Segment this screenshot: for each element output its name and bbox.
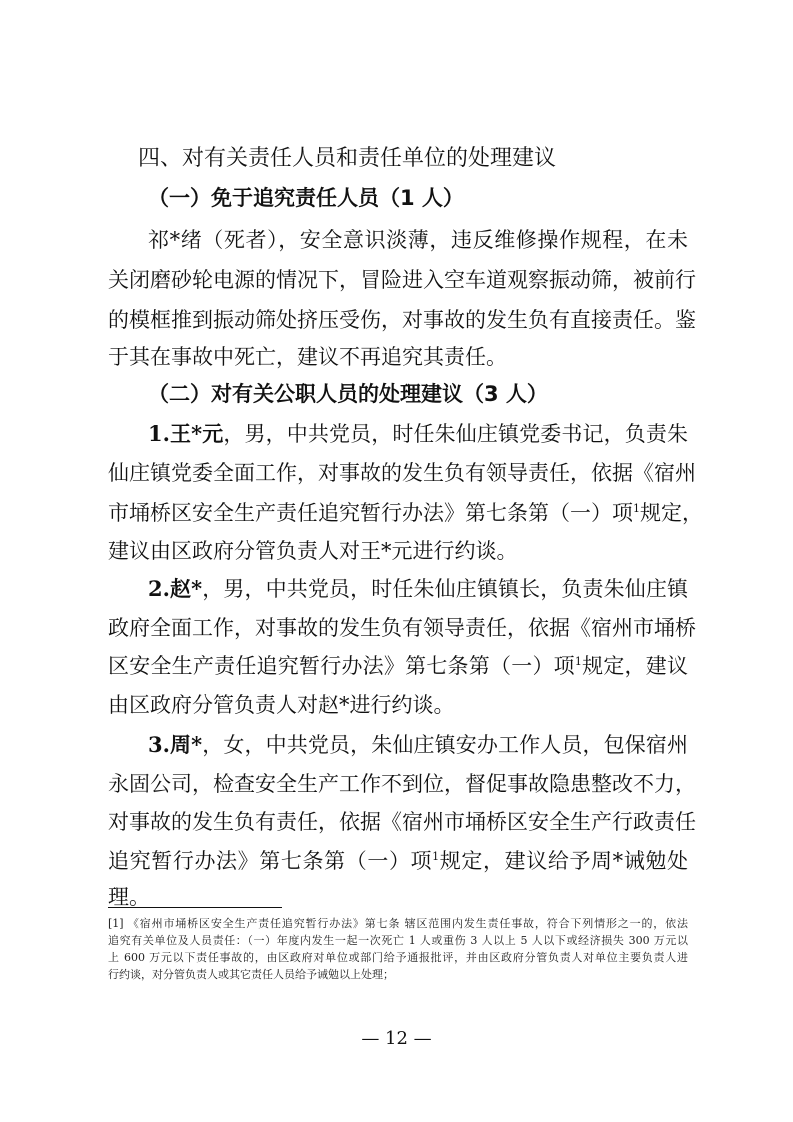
footnote-ref: 1 xyxy=(574,655,582,668)
paragraph-line: 对事故的发生负有责任，依据《宿州市埇桥区安全生产行政责任 xyxy=(108,810,696,834)
paragraph-line: 区安全生产责任追究暂行办法》第七条第（一）项$^1$规定，建议 xyxy=(108,654,689,678)
paragraph-line: 由区政府分管负责人对赵*进行约谈。 xyxy=(108,693,455,717)
footnote-divider xyxy=(108,907,282,908)
paragraph-line: 追究暂行办法》第七条第（一）项$^1$规定，建议给予周*诫勉处 xyxy=(108,849,689,873)
paragraph-line: 市埇桥区安全生产责任追究暂行办法》第七条第（一）项$^1$规定， xyxy=(108,501,703,525)
paragraph-line: 3.周*，女，中共党员，朱仙庄镇安办工作人员，包保宿州 xyxy=(148,732,689,757)
paragraph-line: 关闭磨砂轮电源的情况下，冒险进入空车道观察振动筛，被前行 xyxy=(108,268,696,292)
footnote-line: 行约谈，对分管负责人或其它责任人员给予诫勉以上处理； xyxy=(108,968,394,981)
paragraph-line: 理。 xyxy=(108,885,150,909)
person-name: 3.周* xyxy=(148,732,203,757)
subsection-title-2: （二）对有关公职人员的处理建议（3 人） xyxy=(148,382,548,406)
paragraph-line: 1.王*元，男，中共党员，时任朱仙庄镇党委书记，负责朱 xyxy=(148,421,689,446)
footnote-ref: 1 xyxy=(432,850,440,863)
paragraph-line: 祁*绪（死者），安全意识淡薄，违反维修操作规程，在未 xyxy=(148,228,688,252)
paragraph-line: 政府全面工作，对事故的发生负有领导责任，依据《宿州市埇桥 xyxy=(108,616,696,640)
footnote-line: 追究有关单位及人员责任：（一）年度内发生一起一次死亡 1 人或重伤 3 人以上 5 人以下或经济损失 300 万元以 xyxy=(108,934,688,947)
footnote-line: [1] 《宿州市埇桥区安全生产责任追究暂行办法》第七条 辖区范围内发生责任事故，符合下列情形之一的，依法 xyxy=(108,917,688,930)
paragraph-line: 建议由区政府分管负责人对王*元进行约谈。 xyxy=(108,539,518,563)
paragraph-line: 仙庄镇党委全面工作，对事故的发生负有领导责任，依据《宿州 xyxy=(108,461,696,485)
person-name: 2.赵* xyxy=(148,576,203,601)
paragraph-line: 的模框推到振动筛处挤压受伤，对事故的发生负有直接责任。鉴 xyxy=(108,308,696,332)
footnote-line: 上 600 万元以下责任事故的，由区政府对单位或部门给予通报批评，并由区政府分管负责人对单位主要负责人进 xyxy=(108,951,688,964)
footnote-ref: 1 xyxy=(633,502,640,515)
person-name: 1.王*元 xyxy=(148,421,224,446)
subsection-title-1: （一）免于追究责任人员（1 人） xyxy=(148,186,464,210)
paragraph-line: 于其在事故中死亡，建议不再追究其责任。 xyxy=(108,345,507,369)
paragraph-line: 永固公司，检查安全生产工作不到位，督促事故隐患整改不力， xyxy=(108,772,696,796)
section-heading: 四、对有关责任人员和责任单位的处理建议 xyxy=(138,146,557,171)
page-number: — 12 — xyxy=(361,1028,432,1049)
paragraph-line: 2.赵*，男，中共党员，时任朱仙庄镇镇长，负责朱仙庄镇 xyxy=(148,576,689,601)
